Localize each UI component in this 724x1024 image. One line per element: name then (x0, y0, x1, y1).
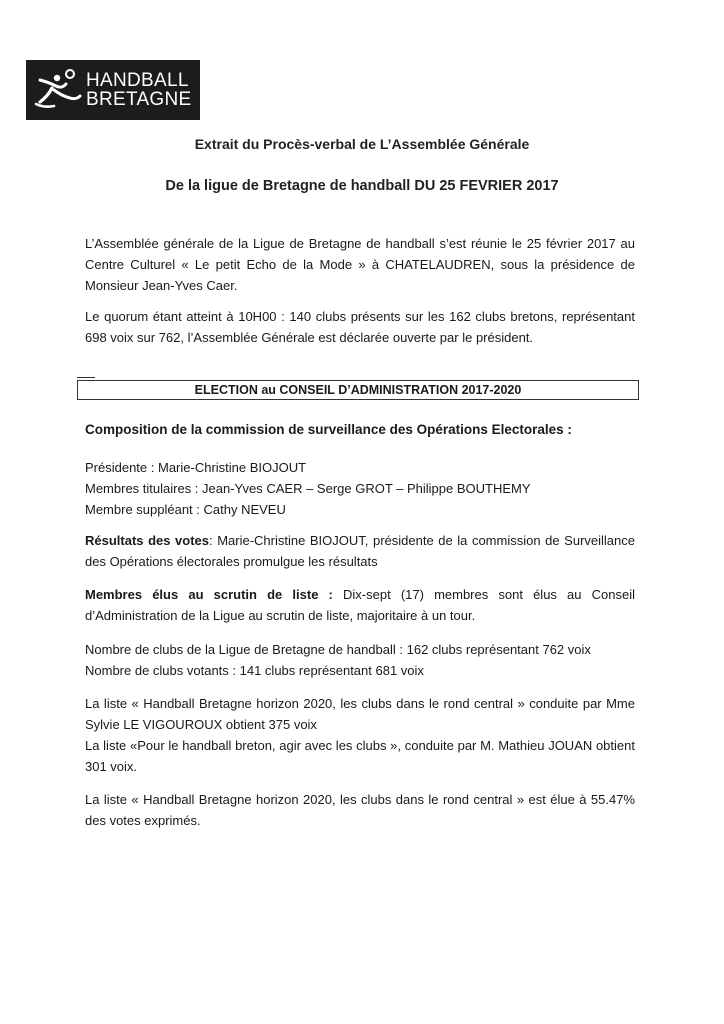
commission-members (85, 457, 635, 520)
divider (77, 377, 95, 378)
resultats-text: : Marie-Christine BIOJOUT, présidente de la commission de Surveillance des Opérations électorales promulgue les résultats (85, 533, 635, 569)
clubs-line-1: Nombre de clubs de la Ligue de Bretagne de handball : 162 clubs représentant 762 voix (85, 642, 591, 657)
handball-bretagne-logo (26, 60, 200, 120)
clubs-line-2: Nombre de clubs votants : 141 clubs représentant 681 voix (85, 663, 424, 678)
membres-paragraph (85, 584, 635, 626)
listes-paragraph (85, 693, 635, 777)
resultats-label: Résultats des votes (85, 533, 210, 548)
document-subtitle: De la ligue de Bretagne de handball DU 25 FEVRIER 2017 (165, 178, 559, 194)
membres-label: Membres élus au scrutin de liste : (85, 587, 333, 602)
titulaires-line: Membres titulaires : Jean-Yves CAER – Serge GROT – Philippe BOUTHEMY (85, 481, 531, 496)
liste-1: La liste « Handball Bretagne horizon 2020, les clubs dans le rond central » conduite par Mme Sylvie LE VIGOUROUX obtient 375 voix (85, 696, 635, 732)
resultats-paragraph (85, 530, 635, 572)
suppleant-line: Membre suppléant : Cathy NEVEU (85, 502, 286, 517)
document-title: Extrait du Procès-verbal de L’Assemblée Générale (194, 136, 530, 152)
section-title-box: ELECTION au CONSEIL D’ADMINISTRATION 2017-2020 (77, 380, 639, 400)
logo-text-line2: BRETAGNE (86, 89, 192, 110)
liste-2: La liste «Pour le handball breton, agir avec les clubs », conduite par M. Mathieu JOUAN obtient 301 voix. (85, 738, 635, 774)
conclusion-paragraph: La liste « Handball Bretagne horizon 2020, les clubs dans le rond central » est élue à 55.47% des votes exprimés. (85, 792, 635, 828)
membres-text: Dix-sept (17) membres sont élus au Conseil d’Administration de la Ligue au scrutin de liste, majoritaire à un tour. (85, 587, 635, 623)
handball-player-icon (26, 60, 90, 120)
logo-text-line1: HANDBALL (86, 70, 189, 91)
clubs-paragraph (85, 639, 635, 681)
intro-paragraph-2: Le quorum étant atteint à 10H00 : 140 clubs présents sur les 162 clubs bretons, représentant 698 voix sur 762, l’Assemblée Générale est déclarée ouverte par le président. (85, 309, 635, 345)
presidente-line: Présidente : Marie-Christine BIOJOUT (85, 460, 307, 475)
intro-paragraph-1: L’Assemblée générale de la Ligue de Bretagne de handball s’est réunie le 25 février 2017 au Centre Culturel « Le petit Echo de la Mode » à CHATELAUDREN, sous la présidence de Monsieur Jean-Yves Caer. (85, 236, 635, 293)
commission-heading: Composition de la commission de surveillance des Opérations Electorales : (85, 422, 572, 437)
